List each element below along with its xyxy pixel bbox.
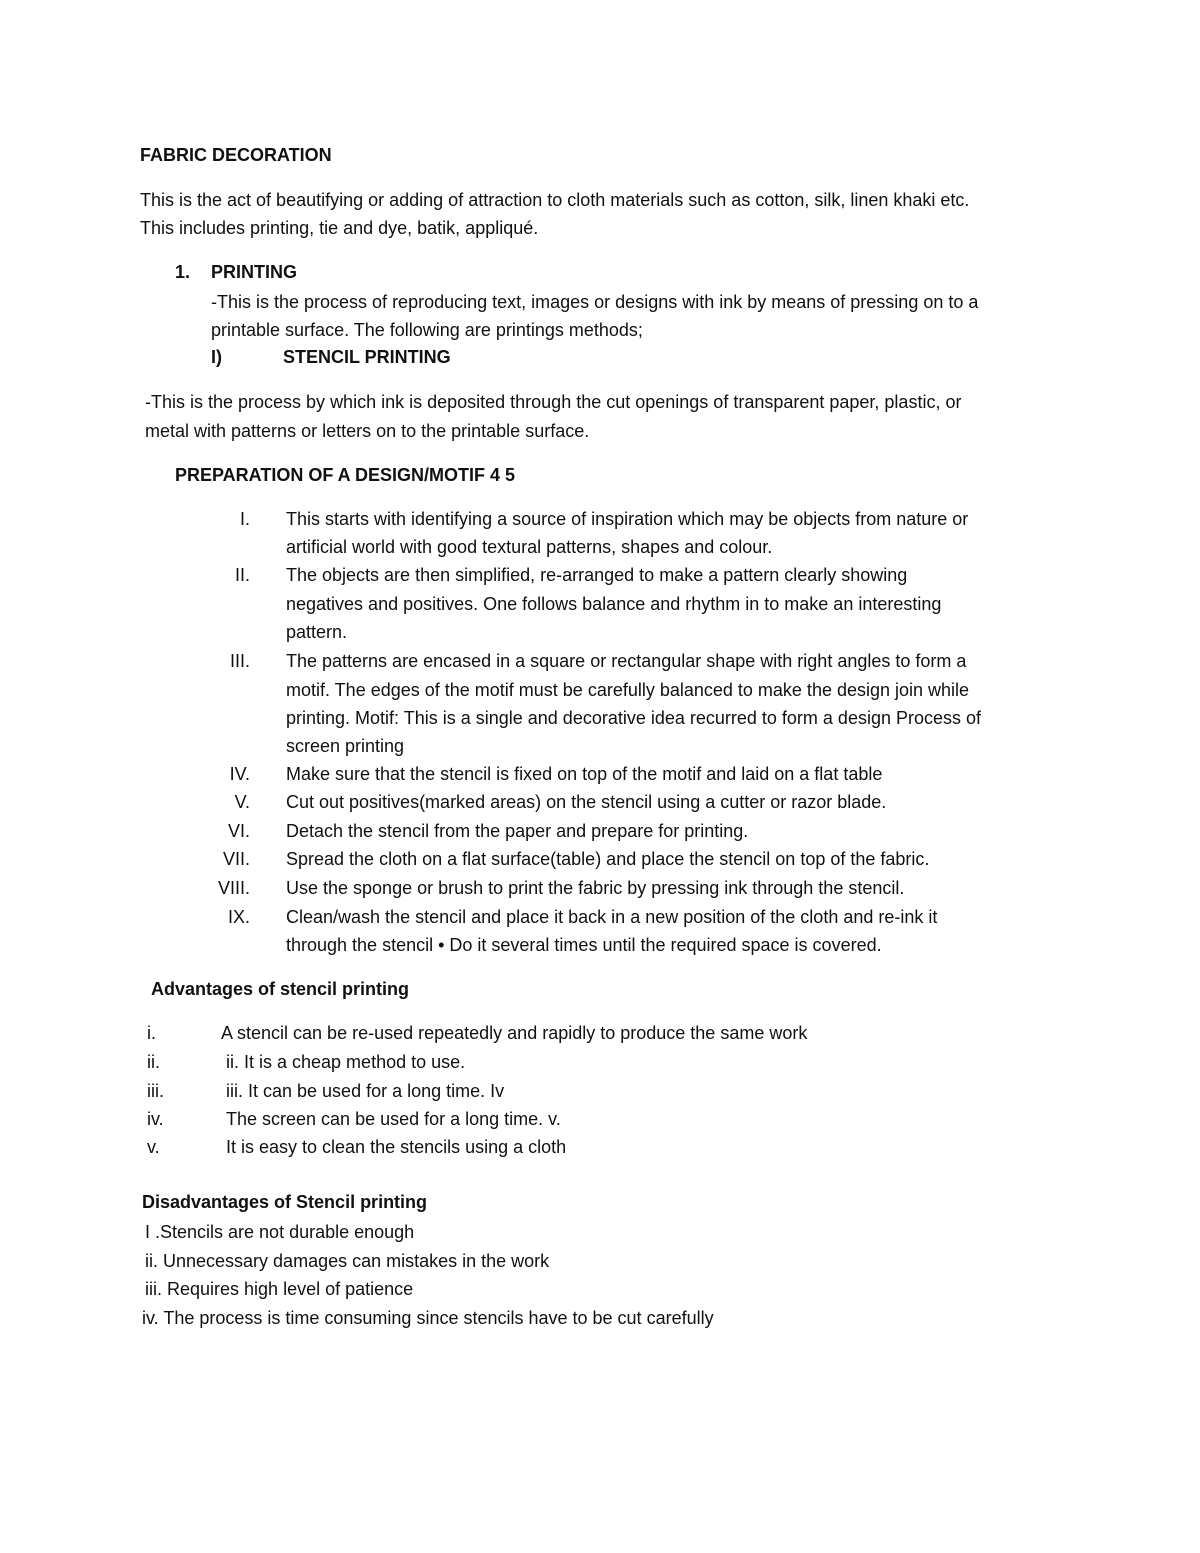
advantage-number: i. bbox=[147, 1023, 156, 1043]
disadvantage-item: iv. The process is time consuming since stencils have to be cut carefully bbox=[142, 1308, 714, 1328]
step-line: screen printing bbox=[286, 736, 405, 756]
disadvantages-heading: Disadvantages of Stencil printing bbox=[142, 1192, 428, 1212]
intro-line: This is the act of beautifying or adding of attraction to cloth materials such as cotton, silk, linen khaki etc. bbox=[140, 190, 970, 210]
subsection-heading-stencil: STENCIL PRINTING bbox=[283, 347, 451, 367]
step-line: Cut out positives(marked areas) on the stencil using a cutter or razor blade. bbox=[286, 792, 887, 812]
stencil-desc-line: metal with patterns or letters on to the printable surface. bbox=[145, 421, 590, 441]
subsection-number: I) bbox=[211, 347, 222, 367]
document-title: FABRIC DECORATION bbox=[140, 145, 332, 165]
step-line: Spread the cloth on a flat surface(table) and place the stencil on top of the fabric. bbox=[286, 849, 930, 869]
step-line: This starts with identifying a source of inspiration which may be objects from nature or bbox=[286, 509, 969, 529]
step-number: VII. bbox=[222, 849, 250, 869]
disadvantage-item: ii. Unnecessary damages can mistakes in the work bbox=[145, 1251, 550, 1271]
advantage-number: iv. bbox=[147, 1109, 164, 1129]
printing-desc-line: printable surface. The following are printings methods; bbox=[211, 320, 643, 340]
step-number: I. bbox=[239, 509, 250, 529]
step-number: IX. bbox=[227, 907, 250, 927]
advantage-number: ii. bbox=[147, 1052, 160, 1072]
step-line: negatives and positives. One follows balance and rhythm in to make an interesting bbox=[286, 594, 942, 614]
advantage-text: ii. It is a cheap method to use. bbox=[226, 1052, 466, 1072]
step-number: II. bbox=[234, 565, 250, 585]
step-line: pattern. bbox=[286, 622, 348, 642]
step-number: VI. bbox=[227, 821, 250, 841]
step-number: V. bbox=[234, 792, 250, 812]
step-number: VIII. bbox=[217, 878, 250, 898]
advantage-text: The screen can be used for a long time. v. bbox=[226, 1109, 561, 1129]
advantages-heading: Advantages of stencil printing bbox=[151, 979, 410, 999]
step-line: Make sure that the stencil is fixed on top of the motif and laid on a flat table bbox=[286, 764, 883, 784]
stencil-desc-line: -This is the process by which ink is deposited through the cut openings of transparent paper, plastic, or bbox=[145, 392, 962, 412]
advantage-number: iii. bbox=[147, 1081, 164, 1101]
step-line: artificial world with good textural patterns, shapes and colour. bbox=[286, 537, 773, 557]
section-number: 1. bbox=[175, 262, 191, 282]
advantage-text: It is easy to clean the stencils using a cloth bbox=[226, 1137, 567, 1157]
step-line: Clean/wash the stencil and place it back in a new position of the cloth and re-ink it bbox=[286, 907, 938, 927]
step-line: printing. Motif: This is a single and decorative idea recurred to form a design Process of bbox=[286, 708, 982, 728]
step-line: Detach the stencil from the paper and prepare for printing. bbox=[286, 821, 749, 841]
step-line: The patterns are encased in a square or rectangular shape with right angles to form a bbox=[286, 651, 967, 671]
section-heading-printing: PRINTING bbox=[211, 262, 298, 282]
step-number: III. bbox=[229, 651, 250, 671]
advantage-text: iii. It can be used for a long time. Iv bbox=[226, 1081, 505, 1101]
advantage-number: v. bbox=[147, 1137, 160, 1157]
intro-line: This includes printing, tie and dye, batik, appliqué. bbox=[140, 218, 539, 238]
step-line: Use the sponge or brush to print the fabric by pressing ink through the stencil. bbox=[286, 878, 905, 898]
disadvantage-item: I .Stencils are not durable enough bbox=[145, 1222, 415, 1242]
advantage-text: A stencil can be re-used repeatedly and rapidly to produce the same work bbox=[221, 1023, 808, 1043]
step-number: IV. bbox=[229, 764, 250, 784]
preparation-heading: PREPARATION OF A DESIGN/MOTIF 4 5 bbox=[175, 465, 516, 485]
step-line: through the stencil • Do it several times until the required space is covered. bbox=[286, 935, 882, 955]
step-line: motif. The edges of the motif must be carefully balanced to make the design join while bbox=[286, 680, 970, 700]
printing-desc-line: -This is the process of reproducing text, images or designs with ink by means of pressing on to a bbox=[211, 292, 979, 312]
step-line: The objects are then simplified, re-arranged to make a pattern clearly showing bbox=[286, 565, 908, 585]
disadvantage-item: iii. Requires high level of patience bbox=[145, 1279, 414, 1299]
